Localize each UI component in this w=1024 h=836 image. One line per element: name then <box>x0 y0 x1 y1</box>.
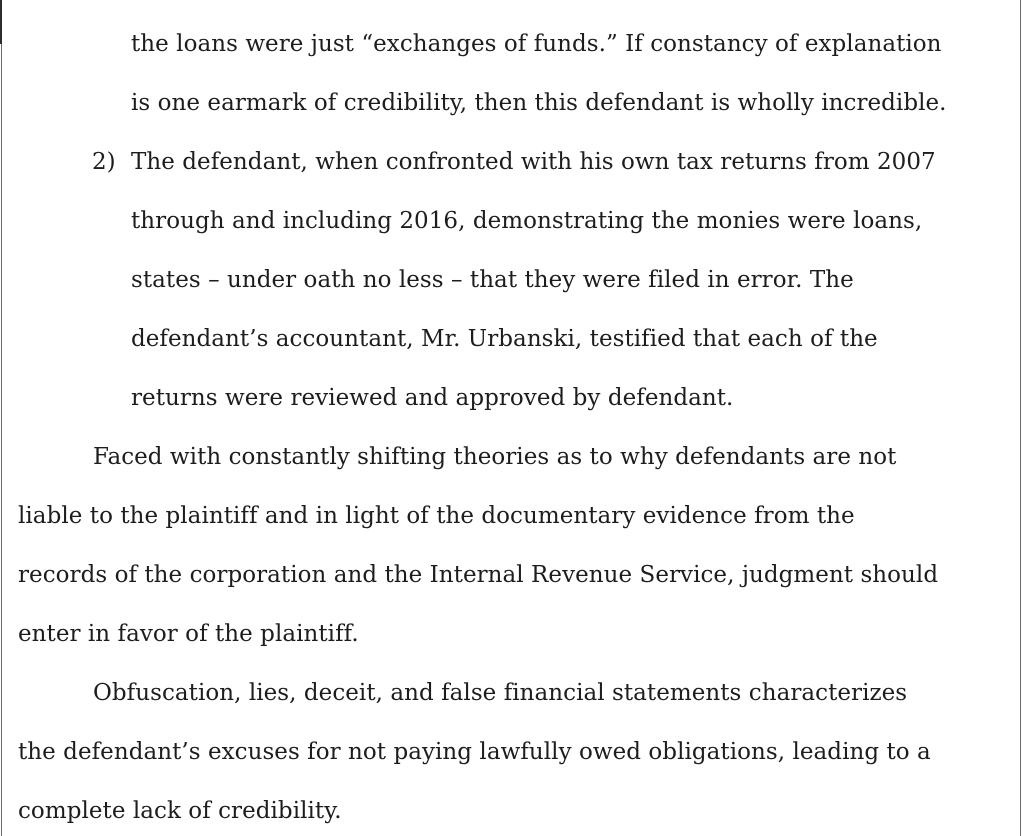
text-line: liable to the plaintiff and in light of the documentary evidence from the <box>18 503 855 529</box>
right-margin-rule <box>1020 0 1021 836</box>
text-line: the defendant’s excuses for not paying lawfully owed obligations, leading to a <box>18 739 931 765</box>
text-line: returns were reviewed and approved by defendant. <box>131 385 734 411</box>
text-line: the loans were just “exchanges of funds.” If constancy of explanation <box>131 31 942 57</box>
text-line: enter in favor of the plaintiff. <box>18 621 359 647</box>
text-line: defendant’s accountant, Mr. Urbanski, testified that each of the <box>131 326 878 352</box>
text-line: Obfuscation, lies, deceit, and false financial statements characterizes <box>93 680 908 706</box>
left-margin-rule <box>1 0 2 836</box>
list-marker: 2) <box>92 149 116 175</box>
text-line: Faced with constantly shifting theories as to why defendants are not <box>93 444 897 470</box>
text-line: records of the corporation and the Internal Revenue Service, judgment should <box>18 562 939 588</box>
text-line: The defendant, when confronted with his own tax returns from 2007 <box>131 149 936 175</box>
left-edge-mark <box>0 0 2 44</box>
text-line: is one earmark of credibility, then this defendant is wholly incredible. <box>131 90 947 116</box>
text-line: through and including 2016, demonstrating the monies were loans, <box>131 208 923 234</box>
text-line: states – under oath no less – that they were filed in error. The <box>131 267 854 293</box>
text-line: complete lack of credibility. <box>18 798 342 824</box>
